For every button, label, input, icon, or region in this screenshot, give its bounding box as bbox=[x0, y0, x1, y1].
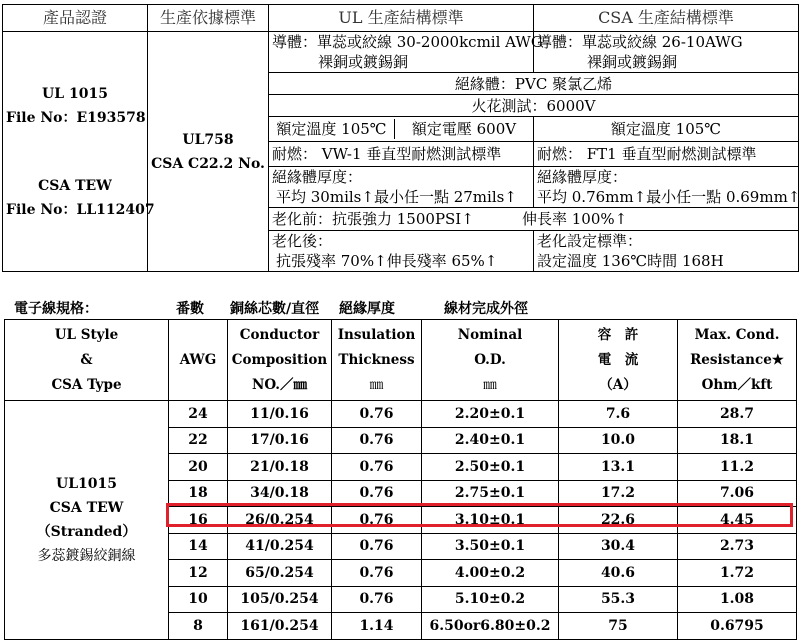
header-insulation-l2: Thickness bbox=[338, 351, 415, 368]
header-resistance-l1: Max. Cond. bbox=[694, 326, 780, 343]
cell-awg: 14 bbox=[169, 533, 228, 560]
cell-composition: 65/0.254 bbox=[228, 560, 332, 587]
cell-current: 10.0 bbox=[559, 427, 678, 454]
cell-current: 22.6 bbox=[559, 507, 678, 534]
ul-flame: 耐燃： VW-1 垂直型耐燃測試標準 bbox=[269, 142, 534, 167]
ul-thickness bbox=[269, 167, 534, 208]
cell-current: 40.6 bbox=[559, 560, 678, 587]
header-style-l3: CSA Type bbox=[51, 376, 122, 393]
cell-awg: 8 bbox=[169, 613, 228, 640]
cell-resistance: 1.72 bbox=[678, 560, 797, 587]
basis-ul: UL758 bbox=[182, 131, 234, 148]
ul-aging-after-values: 抗張殘率 70%↑伸長殘率 65%↑ bbox=[276, 252, 498, 270]
header-current-l3: （A） bbox=[599, 376, 637, 393]
ul-aging-after bbox=[269, 231, 534, 272]
cell-resistance: 7.06 bbox=[678, 480, 797, 507]
insulation-material: 絕緣體：PVC 聚氯乙烯 bbox=[269, 73, 799, 95]
header-insulation bbox=[332, 320, 422, 401]
table-row bbox=[5, 401, 797, 428]
csa-conductor bbox=[534, 32, 799, 73]
cell-insulation: 0.76 bbox=[332, 507, 422, 534]
csa-flame: 耐燃： FT1 垂直型耐燃測試標準 bbox=[534, 142, 799, 167]
ul-conductor-line1: 導體：單蕊或絞線 30-2000kcmil AWG bbox=[272, 33, 543, 51]
spec-body bbox=[5, 401, 797, 640]
cell-current: 17.2 bbox=[559, 480, 678, 507]
csa-aging-values: 設定溫度 136℃時間 168H bbox=[537, 252, 724, 270]
csa-conductor-line1: 導體：單蕊或絞線 26-10AWG bbox=[537, 33, 743, 51]
cell-insulation: 0.76 bbox=[332, 560, 422, 587]
cell-insulation: 0.76 bbox=[332, 401, 422, 428]
cell-awg: 24 bbox=[169, 401, 228, 428]
cell-insulation: 0.76 bbox=[332, 586, 422, 613]
header-current bbox=[559, 320, 678, 401]
ul-conductor-line2: 裸銅或鍍錫銅 bbox=[318, 53, 409, 71]
header-conductor-l1: Conductor bbox=[239, 326, 320, 343]
header-insulation-l1: Insulation bbox=[337, 326, 416, 343]
csa-conductor-line2: 裸銅或鍍錫銅 bbox=[587, 53, 678, 71]
ul-rated-voltage: 額定電壓 600V bbox=[411, 120, 517, 138]
spec-table bbox=[4, 319, 797, 640]
csa-thickness bbox=[534, 167, 799, 208]
header-od-l2: O.D. bbox=[474, 351, 506, 368]
header-current-l1: 容 許 bbox=[597, 326, 639, 343]
cell-resistance: 18.1 bbox=[678, 427, 797, 454]
cell-od: 2.50±0.1 bbox=[422, 454, 559, 481]
caption-strands: 銅絲芯數/直徑 bbox=[230, 301, 320, 317]
header-resistance bbox=[678, 320, 797, 401]
csa-rated-temp: 額定溫度 105℃ bbox=[534, 117, 799, 142]
header-cert: 產品認證 bbox=[3, 5, 148, 32]
cell-awg: 12 bbox=[169, 560, 228, 587]
header-od-l3: ㎜ bbox=[483, 376, 497, 393]
cell-composition: 17/0.16 bbox=[228, 427, 332, 454]
spark-test: 火花測試：6000V bbox=[269, 95, 799, 117]
type-label-line: CSA TEW bbox=[49, 499, 124, 516]
type-label-line: （Stranded） bbox=[36, 523, 137, 540]
type-label-line: 多蕊鍍錫絞銅線 bbox=[37, 547, 136, 564]
cell-od: 2.40±0.1 bbox=[422, 427, 559, 454]
cell-composition: 11/0.16 bbox=[228, 401, 332, 428]
cell-awg: 22 bbox=[169, 427, 228, 454]
cell-composition: 105/0.254 bbox=[228, 586, 332, 613]
ul-elongation: 伸長率 100%↑ bbox=[522, 210, 628, 228]
cell-od: 4.00±0.2 bbox=[422, 560, 559, 587]
cell-insulation: 1.14 bbox=[332, 613, 422, 640]
header-insulation-l3: ㎜ bbox=[369, 376, 384, 393]
cell-od: 5.10±0.2 bbox=[422, 586, 559, 613]
cell-od: 2.75±0.1 bbox=[422, 480, 559, 507]
header-style-l2: & bbox=[80, 351, 93, 368]
cell-insulation: 0.76 bbox=[332, 427, 422, 454]
cell-resistance: 1.08 bbox=[678, 586, 797, 613]
cell-current: 7.6 bbox=[559, 401, 678, 428]
caption-od: 線材完成外徑 bbox=[444, 301, 528, 317]
cert-cell bbox=[3, 32, 155, 272]
standards-table bbox=[2, 4, 799, 272]
cell-resistance: 2.73 bbox=[678, 533, 797, 560]
cell-composition: 26/0.254 bbox=[228, 507, 332, 534]
ul-cert: UL 1015 bbox=[42, 85, 108, 102]
cell-awg: 20 bbox=[169, 454, 228, 481]
ul-thickness-values: 平均 30mils↑最小任一點 27mils↑ bbox=[276, 188, 517, 206]
csa-thickness-title: 絕緣體厚度： bbox=[537, 168, 628, 186]
csa-file-no: File No：LL112407 bbox=[6, 201, 155, 218]
cell-od: 3.10±0.1 bbox=[422, 507, 559, 534]
ul-thickness-title: 絕緣體厚度： bbox=[272, 168, 363, 186]
header-resistance-l2: Resistance★ bbox=[690, 351, 784, 368]
cell-insulation: 0.76 bbox=[332, 454, 422, 481]
header-awg: AWG bbox=[169, 320, 228, 401]
header-style bbox=[5, 320, 169, 401]
cell-awg: 16 bbox=[169, 507, 228, 534]
header-current-l2: 電 流 bbox=[597, 351, 639, 368]
cell-insulation: 0.76 bbox=[332, 480, 422, 507]
cell-insulation: 0.76 bbox=[332, 533, 422, 560]
aging-before-row bbox=[269, 208, 799, 231]
ul-ratings bbox=[269, 117, 534, 142]
header-basis: 生產依據標準 bbox=[148, 5, 269, 32]
header-od bbox=[422, 320, 559, 401]
cell-current: 55.3 bbox=[559, 586, 678, 613]
cell-resistance: 11.2 bbox=[678, 454, 797, 481]
cell-composition: 161/0.254 bbox=[228, 613, 332, 640]
header-conductor-l2: Composition bbox=[231, 351, 328, 368]
header-conductor-l3: NO.／㎜ bbox=[251, 376, 307, 393]
basis-cell bbox=[148, 32, 269, 272]
standards-header-row bbox=[3, 5, 799, 32]
header-resistance-l3: Ohm／kft bbox=[701, 376, 773, 393]
cell-awg: 10 bbox=[169, 586, 228, 613]
ul-conductor bbox=[269, 32, 543, 73]
cell-resistance: 0.6795 bbox=[678, 613, 797, 640]
csa-aging bbox=[534, 231, 799, 272]
cell-resistance: 28.7 bbox=[678, 401, 797, 428]
ul-file-no: File No：E193578 bbox=[6, 109, 146, 126]
cell-od: 3.50±0.1 bbox=[422, 533, 559, 560]
csa-aging-title: 老化設定標準： bbox=[537, 232, 643, 250]
header-od-l1: Nominal bbox=[457, 326, 523, 343]
cell-resistance: 4.45 bbox=[678, 507, 797, 534]
caption-insulation: 絕緣厚度 bbox=[339, 301, 395, 317]
header-ul-structure: UL 生產結構標準 bbox=[269, 5, 534, 32]
csa-thickness-values: 平均 0.76mm↑最小任一點 0.69mm↑ bbox=[537, 188, 800, 206]
csa-cert: CSA TEW bbox=[38, 177, 112, 194]
cell-awg: 18 bbox=[169, 480, 228, 507]
type-label-line: UL1015 bbox=[55, 475, 118, 492]
header-csa-structure: CSA 生產結構標準 bbox=[534, 5, 799, 32]
caption-awg: 番數 bbox=[176, 301, 204, 317]
ul-aging-before: 老化前：抗張強力 1500PSI↑ bbox=[272, 210, 474, 228]
cell-od: 2.20±0.1 bbox=[422, 401, 559, 428]
spec-caption: 電子線規格： bbox=[14, 301, 98, 317]
header-conductor bbox=[228, 320, 332, 401]
ul-rated-temp: 額定溫度 105℃ bbox=[269, 119, 395, 139]
ul-aging-after-title: 老化後： bbox=[272, 232, 333, 250]
type-label-cell bbox=[5, 401, 169, 640]
cell-current: 30.4 bbox=[559, 533, 678, 560]
cell-current: 13.1 bbox=[559, 454, 678, 481]
cell-composition: 34/0.18 bbox=[228, 480, 332, 507]
cell-composition: 41/0.254 bbox=[228, 533, 332, 560]
basis-csa: CSA C22.2 No. bbox=[151, 155, 265, 172]
cell-od: 6.50or6.80±0.2 bbox=[422, 613, 559, 640]
cell-composition: 21/0.18 bbox=[228, 454, 332, 481]
cell-current: 75 bbox=[559, 613, 678, 640]
spec-header-row bbox=[5, 320, 797, 401]
header-style-l1: UL Style bbox=[54, 326, 119, 343]
